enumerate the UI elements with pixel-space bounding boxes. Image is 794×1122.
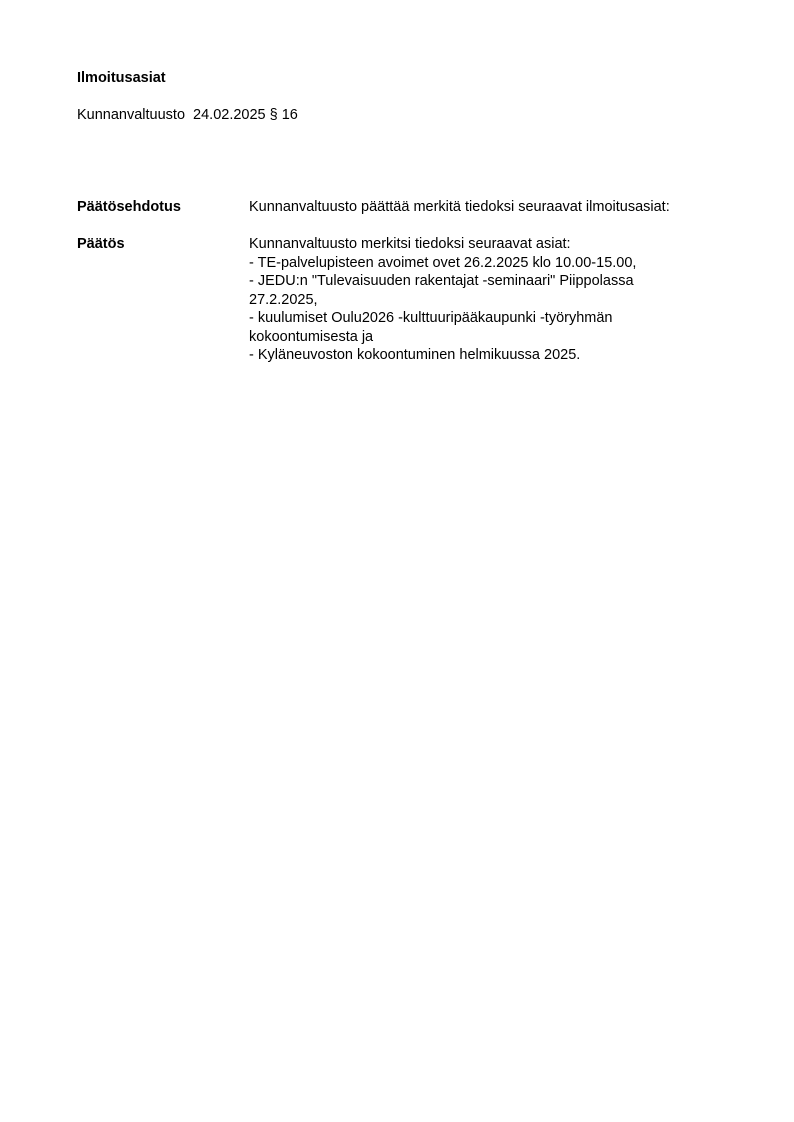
decision-line: - Kyläneuvoston kokoontuminen helmikuussa 2025. bbox=[249, 347, 581, 363]
page-title: Ilmoitusasiat bbox=[77, 70, 166, 86]
proposal-text bbox=[249, 198, 729, 217]
meeting-date-section: 24.02.2025 § 16 bbox=[193, 107, 298, 123]
decision-line: kokoontumisesta ja bbox=[249, 328, 374, 345]
meeting-reference bbox=[77, 106, 298, 124]
meeting-body: Kunnanvaltuusto bbox=[77, 107, 186, 123]
decision-line: 27.2.2025, bbox=[249, 291, 318, 308]
proposal-label: Päätösehdotus bbox=[77, 199, 181, 215]
decision-line: - JEDU:n "Tulevaisuuden rakentajat -seminaari" Piippolassa bbox=[249, 273, 634, 289]
decision-line: - kuulumiset Oulu2026 -kulttuuripääkaupunki -työryhmän bbox=[249, 310, 613, 326]
proposal-line: Kunnanvaltuusto päättää merkitä tiedoksi seuraavat ilmoitusasiat: bbox=[249, 199, 670, 215]
decision-line: Kunnanvaltuusto merkitsi tiedoksi seuraavat asiat: bbox=[249, 236, 571, 252]
decision-line: - TE-palvelupisteen avoimet ovet 26.2.2025 klo 10.00-15.00, bbox=[249, 254, 637, 271]
decision-label: Päätös bbox=[77, 236, 125, 252]
decision-text bbox=[249, 235, 729, 365]
